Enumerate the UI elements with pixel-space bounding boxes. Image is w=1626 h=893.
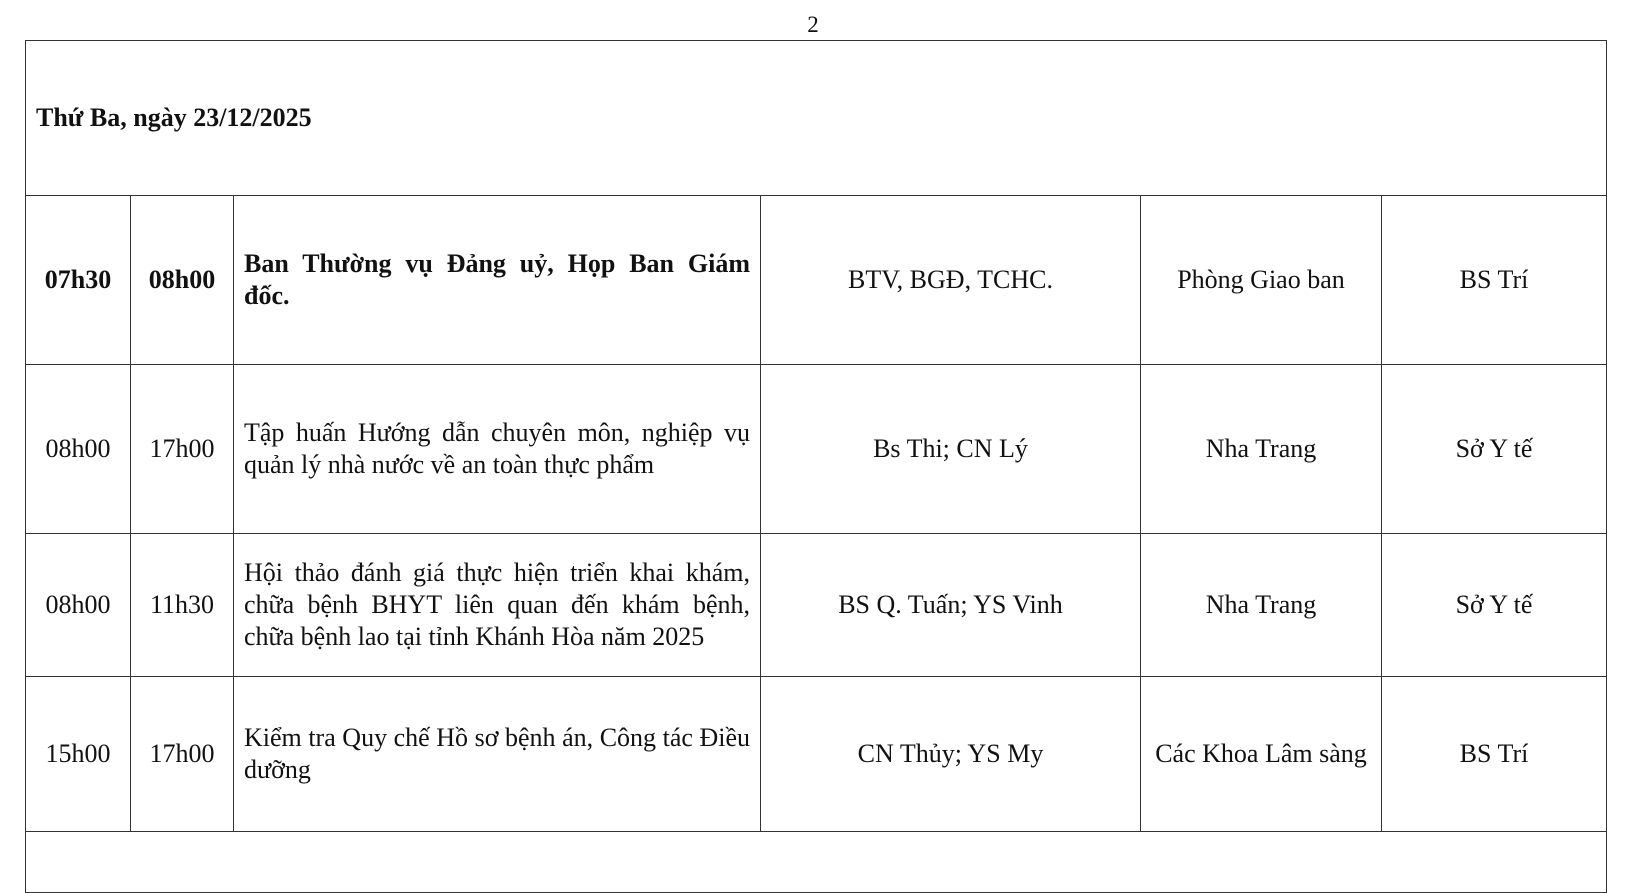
- table-row: [26, 677, 1607, 832]
- host: BS Trí: [1382, 677, 1607, 832]
- date-heading: Thứ Ba, ngày 23/12/2025: [26, 41, 1607, 196]
- location: Nha Trang: [1141, 365, 1382, 534]
- schedule-table: [25, 40, 1607, 893]
- meeting-content: Hội thảo đánh giá thực hiện triển khai khám, chữa bệnh BHYT liên quan đến khám bệnh, chữa bệnh lao tại tỉnh Khánh Hòa năm 2025: [234, 534, 761, 677]
- host: Sở Y tế: [1382, 534, 1607, 677]
- end-time: 17h00: [131, 677, 234, 832]
- participants: CN Thủy; YS My: [761, 677, 1141, 832]
- start-time: 08h00: [26, 365, 131, 534]
- table-row: [26, 365, 1607, 534]
- page-number: 2: [807, 12, 819, 37]
- meeting-content: Kiểm tra Quy chế Hồ sơ bệnh án, Công tác Điều dưỡng: [234, 677, 761, 832]
- start-time: 08h00: [26, 534, 131, 677]
- next-date-cell: [26, 832, 1607, 893]
- host: BS Trí: [1382, 196, 1607, 365]
- start-time: 15h00: [26, 677, 131, 832]
- participants: BS Q. Tuấn; YS Vinh: [761, 534, 1141, 677]
- participants: Bs Thi; CN Lý: [761, 365, 1141, 534]
- end-time: 11h30: [131, 534, 234, 677]
- participants: BTV, BGĐ, TCHC.: [761, 196, 1141, 365]
- meeting-content: Tập huấn Hướng dẫn chuyên môn, nghiệp vụ quản lý nhà nước về an toàn thực phẩm: [234, 365, 761, 534]
- schedule-sheet: [25, 40, 1606, 893]
- table-row: [26, 534, 1607, 677]
- location: Các Khoa Lâm sàng: [1141, 677, 1382, 832]
- table-row: [26, 196, 1607, 365]
- host: Sở Y tế: [1382, 365, 1607, 534]
- location: Phòng Giao ban: [1141, 196, 1382, 365]
- next-date-row: [26, 832, 1607, 893]
- meeting-content: Ban Thường vụ Đảng uỷ, Họp Ban Giám đốc.: [234, 196, 761, 365]
- date-row: [26, 41, 1607, 196]
- start-time: 07h30: [26, 196, 131, 365]
- end-time: 17h00: [131, 365, 234, 534]
- location: Nha Trang: [1141, 534, 1382, 677]
- end-time: 08h00: [131, 196, 234, 365]
